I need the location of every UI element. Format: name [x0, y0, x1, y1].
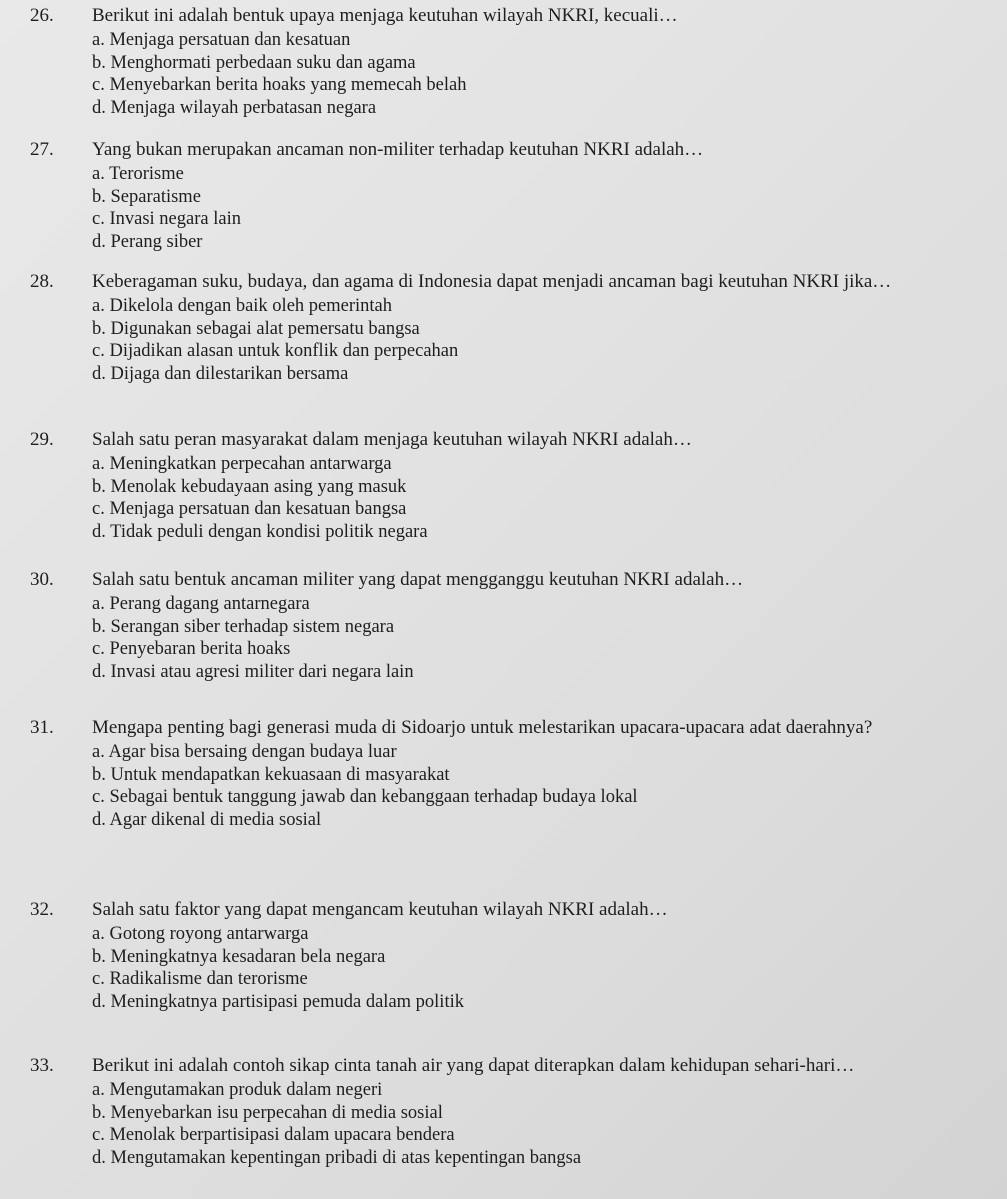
question-number: 31. — [30, 717, 54, 738]
question-number: 30. — [30, 569, 54, 590]
question-32 — [30, 898, 990, 1013]
option-c: c. Menyebarkan berita hoaks yang memecah belah — [92, 75, 467, 95]
question-text: Mengapa penting bagi generasi muda di Sidoarjo untuk melestarikan upacara-upacara adat daerahnya? — [92, 717, 873, 738]
question-29 — [30, 428, 990, 543]
question-text: Yang bukan merupakan ancaman non-militer terhadap keutuhan NKRI adalah… — [92, 139, 704, 160]
option-b: b. Menyebarkan isu perpecahan di media sosial — [92, 1102, 443, 1123]
option-d: d. Tidak peduli dengan kondisi politik negara — [92, 521, 428, 542]
question-text: Salah satu peran masyarakat dalam menjaga keutuhan wilayah NKRI adalah… — [92, 429, 692, 450]
option-b: b. Digunakan sebagai alat pemersatu bangsa — [92, 318, 420, 339]
option-d: d. Menjaga wilayah perbatasan negara — [92, 97, 377, 118]
option-list — [92, 163, 990, 253]
option-b: b. Menghormati perbedaan suku dan agama — [92, 52, 416, 73]
option-d: d. Invasi atau agresi militer dari negara lain — [92, 661, 414, 682]
option-list — [92, 593, 990, 683]
option-d: d. Agar dikenal di media sosial — [92, 809, 322, 830]
option-d: d. Meningkatnya partisipasi pemuda dalam politik — [92, 991, 464, 1012]
option-list — [92, 29, 990, 119]
question-31 — [30, 716, 990, 831]
option-c: c. Invasi negara lain — [92, 209, 241, 229]
question-30 — [30, 568, 990, 683]
question-number: 27. — [30, 139, 54, 160]
option-c: c. Sebagai bentuk tanggung jawab dan kebanggaan terhadap budaya lokal — [92, 787, 638, 807]
option-d: d. Perang siber — [92, 231, 203, 252]
question-26 — [30, 4, 990, 119]
option-d: d. Mengutamakan kepentingan pribadi di atas kepentingan bangsa — [92, 1147, 582, 1168]
question-text: Keberagaman suku, budaya, dan agama di Indonesia dapat menjadi ancaman bagi keutuhan NKRI jika… — [92, 271, 892, 292]
option-c: c. Dijadikan alasan untuk konflik dan perpecahan — [92, 341, 459, 361]
option-b: b. Menolak kebudayaan asing yang masuk — [92, 476, 407, 497]
option-c: c. Radikalisme dan terorisme — [92, 969, 308, 989]
question-text: Berikut ini adalah bentuk upaya menjaga keutuhan wilayah NKRI, kecuali… — [92, 5, 678, 26]
option-c: c. Menolak berpartisipasi dalam upacara bendera — [92, 1125, 455, 1145]
option-a: a. Menjaga persatuan dan kesatuan — [92, 30, 351, 50]
option-d: d. Dijaga dan dilestarikan bersama — [92, 363, 349, 384]
option-list — [92, 923, 990, 1013]
option-list — [92, 741, 990, 831]
option-b: b. Separatisme — [92, 186, 201, 207]
option-b: b. Meningkatnya kesadaran bela negara — [92, 946, 386, 967]
option-a: a. Dikelola dengan baik oleh pemerintah — [92, 296, 393, 316]
option-a: a. Meningkatkan perpecahan antarwarga — [92, 454, 392, 474]
question-number: 26. — [30, 5, 54, 26]
option-list — [92, 1079, 990, 1169]
question-number: 28. — [30, 271, 54, 292]
question-text: Berikut ini adalah contoh sikap cinta tanah air yang dapat diterapkan dalam kehidupan sehari-hari… — [92, 1055, 855, 1076]
option-c: c. Penyebaran berita hoaks — [92, 639, 291, 659]
option-list — [92, 453, 990, 543]
option-b: b. Serangan siber terhadap sistem negara — [92, 616, 395, 637]
option-a: a. Perang dagang antarnegara — [92, 594, 310, 614]
question-text: Salah satu faktor yang dapat mengancam keutuhan wilayah NKRI adalah… — [92, 899, 668, 920]
question-number: 29. — [30, 429, 54, 450]
option-a: a. Gotong royong antarwarga — [92, 924, 309, 944]
question-number: 33. — [30, 1055, 54, 1076]
option-list — [92, 295, 990, 385]
option-a: a. Terorisme — [92, 164, 184, 184]
option-b: b. Untuk mendapatkan kekuasaan di masyarakat — [92, 764, 450, 785]
option-a: a. Agar bisa bersaing dengan budaya luar — [92, 742, 397, 762]
question-33 — [30, 1054, 990, 1169]
question-number: 32. — [30, 899, 54, 920]
option-c: c. Menjaga persatuan dan kesatuan bangsa — [92, 499, 407, 519]
question-28 — [30, 270, 990, 385]
option-a: a. Mengutamakan produk dalam negeri — [92, 1080, 383, 1100]
question-27 — [30, 138, 990, 253]
question-text: Salah satu bentuk ancaman militer yang dapat mengganggu keutuhan NKRI adalah… — [92, 569, 744, 590]
